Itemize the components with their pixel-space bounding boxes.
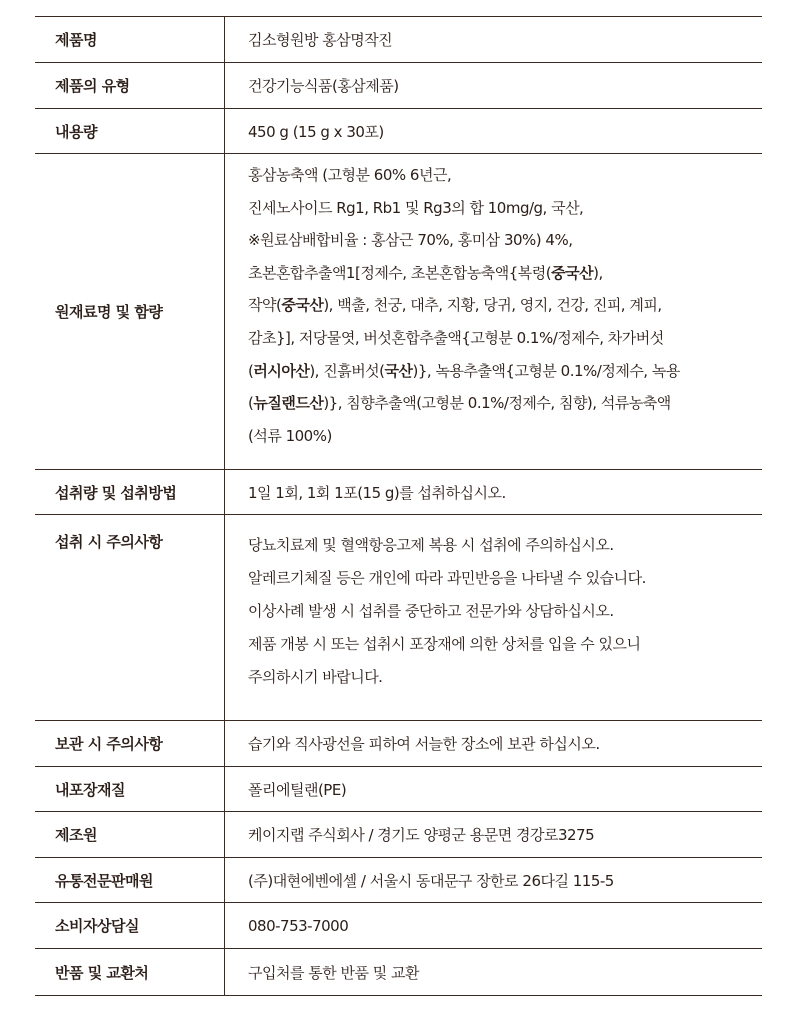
text-segment: 초본혼합추출액1[정제수, 초본혼합농축액{복령( bbox=[248, 263, 552, 282]
text-segment: ), 진흙버섯( bbox=[309, 361, 385, 380]
text-segment: 홍삼농축액 (고형분 60% 6년근, bbox=[248, 166, 452, 184]
text-segment: (석류 100%) bbox=[248, 426, 332, 445]
value-ingredients bbox=[225, 154, 762, 469]
text-segment: 알레르기체질 등은 개인에 따라 과민반응을 나타낼 수 있습니다. bbox=[248, 569, 646, 587]
value-product-name: 김소형원방 홍삼명작진 bbox=[248, 31, 393, 49]
label-returns: 반품 및 교환처 bbox=[35, 949, 225, 995]
value-distributor: (주)대현에벤에셀 / 서울시 동대문구 장한로 26다길 115-5 bbox=[248, 871, 614, 890]
text-segment: ), 백출, 천궁, 대추, 지황, 당귀, 영지, 건강, 진피, 계피, bbox=[323, 296, 662, 315]
table-row-ingredients bbox=[35, 153, 762, 469]
text-line bbox=[248, 529, 754, 562]
text-line bbox=[248, 355, 754, 388]
text-segment: ), bbox=[593, 263, 603, 282]
text-line bbox=[248, 257, 754, 290]
table-row-intake-method bbox=[35, 469, 762, 514]
origin-highlight: 중국산 bbox=[281, 296, 324, 315]
value-intake-method: 1일 1회, 1회 1포(15 g)를 섭취하십시오. bbox=[248, 483, 506, 502]
table-row-product-name bbox=[35, 16, 762, 62]
text-segment: )}, 침향추출액(고형분 0.1%/정제수, 침향), 석류농축액 bbox=[323, 394, 671, 413]
label-product-name: 제품명 bbox=[35, 17, 225, 62]
value-product-type: 건강기능식품(홍삼제품) bbox=[248, 77, 399, 95]
text-segment: )}, 녹용추출액{고형분 0.1%/정제수, 녹용 bbox=[412, 361, 680, 380]
origin-highlight: 러시아산 bbox=[253, 361, 310, 380]
text-line bbox=[248, 192, 754, 225]
origin-highlight: 국산 bbox=[384, 361, 413, 380]
label-storage-cautions: 보관 시 주의사항 bbox=[35, 721, 225, 766]
label-net-content: 내용량 bbox=[35, 109, 225, 153]
text-segment: 작약( bbox=[248, 296, 282, 315]
label-distributor: 유통전문판매원 bbox=[35, 858, 225, 902]
table-row-intake-cautions bbox=[35, 514, 762, 720]
text-line bbox=[248, 420, 754, 453]
label-intake-method: 섭취량 및 섭취방법 bbox=[35, 470, 225, 514]
text-line bbox=[248, 387, 754, 420]
value-intake-cautions bbox=[225, 515, 762, 720]
value-manufacturer: 케이지랩 주식회사 / 경기도 양평군 용문면 경강로3275 bbox=[248, 826, 595, 844]
label-manufacturer: 제조원 bbox=[35, 812, 225, 857]
value-storage-cautions: 습기와 직사광선을 피하여 서늘한 장소에 보관 하십시오. bbox=[248, 735, 600, 753]
text-segment: 진세노사이드 Rg1, Rb1 및 Rg3의 합 10mg/g, 국산, bbox=[248, 198, 584, 217]
table-row-consumer-center bbox=[35, 902, 762, 948]
label-packaging-material: 내포장재질 bbox=[35, 767, 225, 811]
text-line bbox=[248, 224, 754, 257]
origin-highlight: 뉴질랜드산 bbox=[253, 394, 324, 413]
table-row-net-content bbox=[35, 108, 762, 153]
table-row-packaging-material bbox=[35, 766, 762, 811]
text-line bbox=[248, 322, 754, 355]
text-segment: ( bbox=[248, 394, 254, 413]
text-segment: ( bbox=[248, 361, 254, 380]
table-row-manufacturer bbox=[35, 811, 762, 857]
product-info-table bbox=[35, 16, 762, 996]
text-segment: 감초}], 저당물엿, 버섯혼합추출액{고형분 0.1%/정제수, 차가버섯 bbox=[248, 328, 664, 347]
value-net-content: 450 g (15 g x 30포) bbox=[248, 122, 384, 141]
value-packaging-material: 폴리에틸랜(PE) bbox=[248, 780, 347, 799]
label-intake-cautions: 섭취 시 주의사항 bbox=[35, 515, 225, 720]
text-segment: 당뇨치료제 및 혈액항응고제 복용 시 섭취에 주의하십시오. bbox=[248, 536, 614, 554]
text-line bbox=[248, 159, 754, 192]
value-consumer-center: 080-753-7000 bbox=[248, 916, 349, 935]
text-segment: 제품 개봉 시 또는 섭취시 포장재에 의한 상처를 입을 수 있으니 bbox=[248, 635, 641, 653]
text-segment: 이상사례 발생 시 섭취를 중단하고 전문가와 상담하십시오. bbox=[248, 602, 614, 620]
table-row-returns bbox=[35, 948, 762, 996]
value-returns: 구입처를 통한 반품 및 교환 bbox=[248, 963, 419, 982]
table-row-distributor bbox=[35, 857, 762, 902]
text-line bbox=[248, 628, 754, 661]
text-line bbox=[248, 562, 754, 595]
text-line bbox=[248, 289, 754, 322]
label-ingredients: 원재료명 및 함량 bbox=[35, 154, 225, 469]
text-segment: 주의하시기 바랍니다. bbox=[248, 668, 383, 686]
origin-highlight: 중국산 bbox=[551, 263, 594, 282]
label-consumer-center: 소비자상담실 bbox=[35, 903, 225, 948]
text-line bbox=[248, 595, 754, 628]
table-row-storage-cautions bbox=[35, 720, 762, 766]
text-line bbox=[248, 661, 754, 694]
text-segment: ※원료삼배합비율 : 홍삼근 70%, 홍미삼 30%) 4%, bbox=[248, 231, 573, 250]
table-row-product-type bbox=[35, 62, 762, 108]
label-product-type: 제품의 유형 bbox=[35, 63, 225, 108]
